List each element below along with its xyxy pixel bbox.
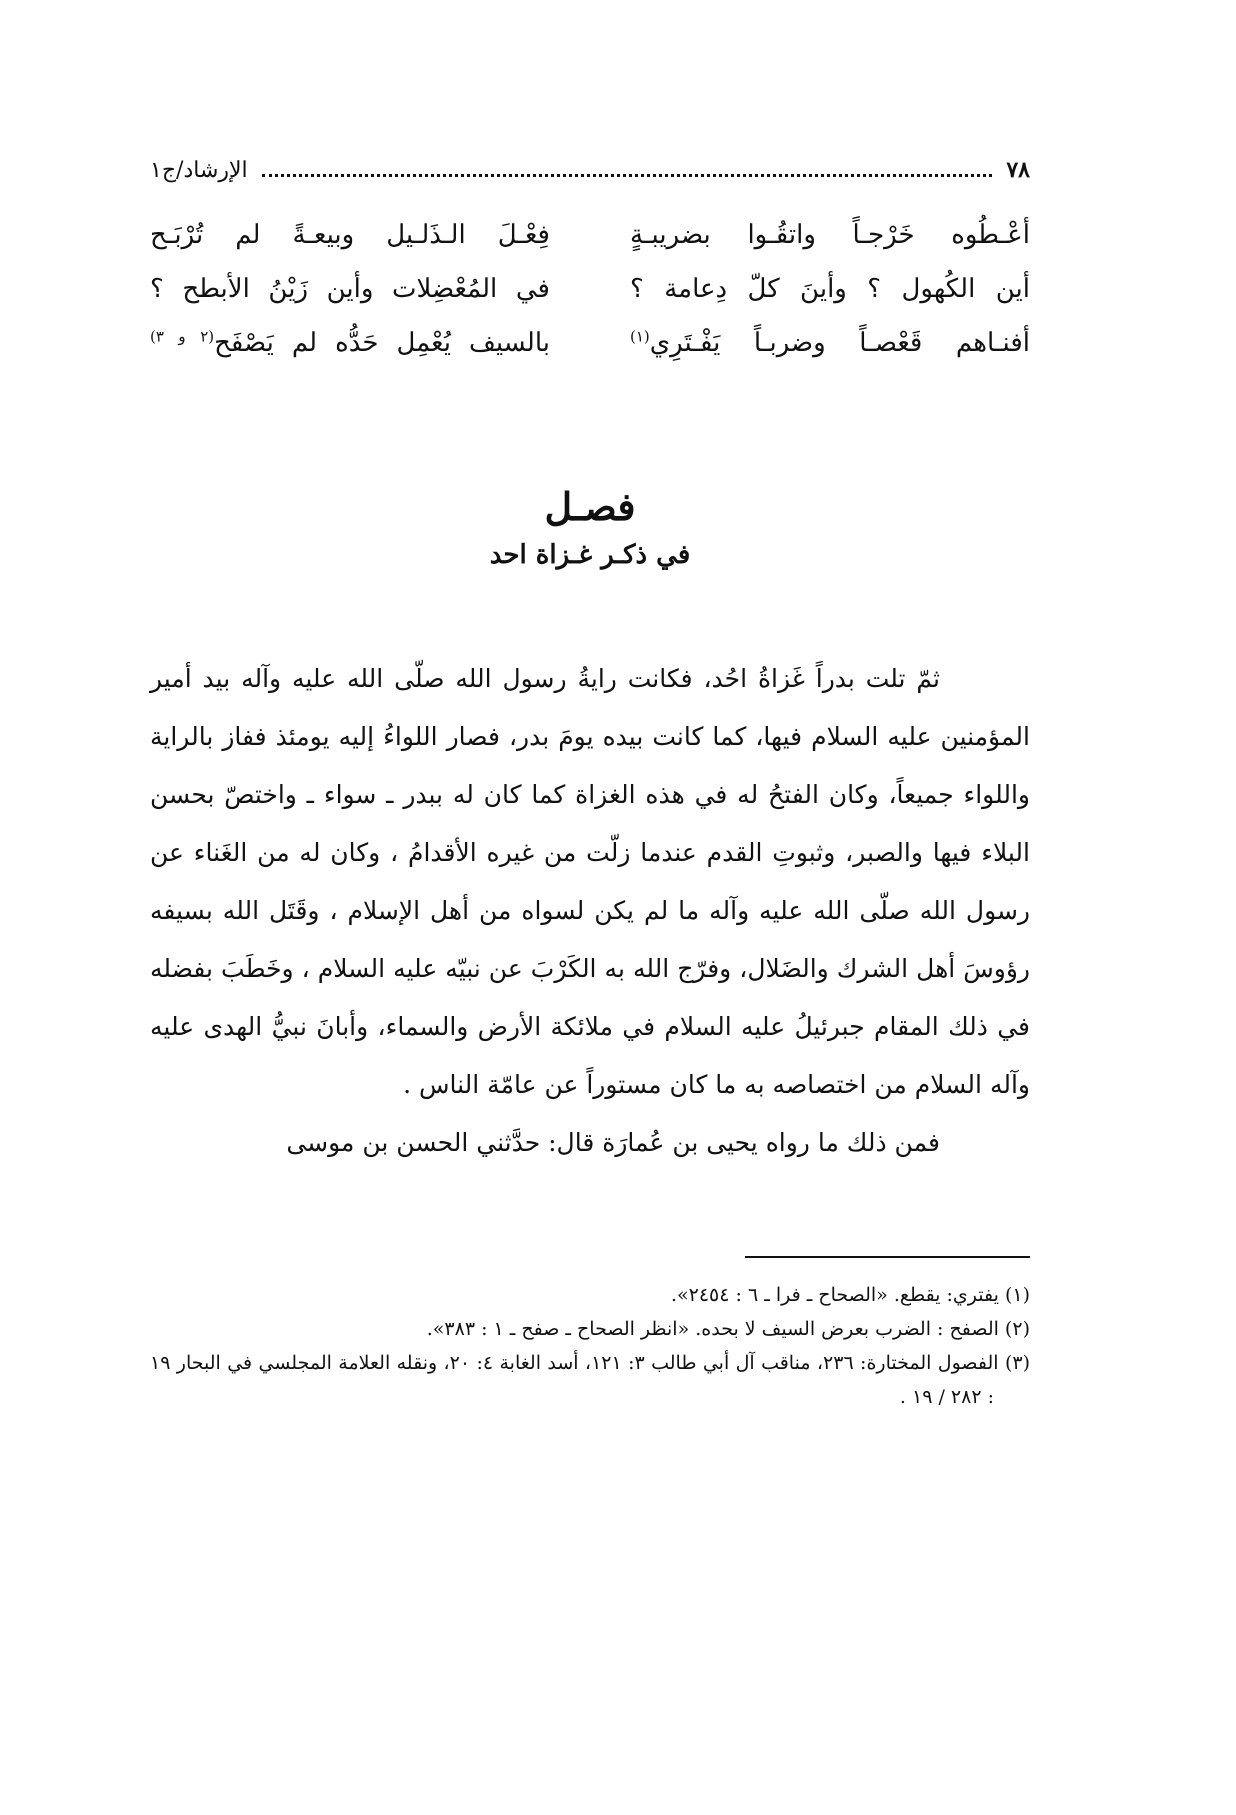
footnote: (٣) الفصول المختارة: ٢٣٦، مناقب آل أبي طالب ٣: ١٢١، أسد الغابة ٤: ٢٠، ونقله العلامة المجلسي في البحار ١٩ : ٢٨٢ / ١٩ . — [150, 1352, 1030, 1408]
poem-verse — [150, 262, 1030, 316]
poem-first-hemistich: أعْـطُوه خَرْجـاً واتقُـوا بضريبـةٍ — [630, 220, 1030, 250]
poem-hemistich-text: أفنـاهم قَعْصـاً وضربـاً يَفْـتَرِي — [649, 328, 1030, 358]
poem-verse — [150, 208, 1030, 262]
poem-first-hemistich — [630, 316, 1030, 370]
poem — [150, 208, 1030, 370]
poem-second-hemistich — [150, 316, 550, 370]
header-dot-leader — [262, 164, 993, 177]
book-title: الإرشاد/ج١ — [150, 157, 248, 183]
section-subtitle: في ذكـر غـزاة احد — [489, 540, 691, 570]
running-header — [150, 150, 1030, 190]
section-heading — [150, 480, 1030, 576]
footnote-marker: (٢ و ٣) — [150, 327, 215, 346]
footnote-separator — [745, 1256, 1030, 1258]
document-page — [150, 150, 1030, 1710]
footnote-marker: (١) — [630, 327, 650, 346]
footnote: (٢) الصفح : الضرب بعرض السيف لا بحده. «انظر الصحاح ـ صفح ـ ١ : ٣٨٣». — [426, 1318, 1030, 1340]
body-text — [150, 650, 1030, 1172]
footnote: (١) يفتري: يقطع. «الصحاح ـ فرا ـ ٦ : ٢٤٥٤». — [670, 1284, 1030, 1306]
paragraph: فمن ذلك ما رواه يحيى بن عُمارَة قال: حدَّثني الحسن بن موسى — [286, 1128, 940, 1157]
page-number: ٧٨ — [1006, 157, 1030, 183]
footnotes — [150, 1278, 1030, 1414]
poem-first-hemistich: أين الكُهول ؟ وأينَ كلّ دِعامة ؟ — [630, 274, 1030, 304]
poem-hemistich-text: بالسيف يُعْمِل حَدُّه لم يَصْفَح — [214, 328, 550, 358]
poem-second-hemistich: فِعْـلَ الـذَلـيل وبيعـةً لم تُرْبَـح — [150, 220, 550, 250]
poem-second-hemistich: في المُعْضِلات وأين زَيْنُ الأبطح ؟ — [150, 274, 550, 304]
poem-verse — [150, 316, 1030, 370]
paragraph: ثمّ تلت بدراً غَزاةُ احُد، فكانت رايةُ رسول الله صلّى الله عليه وآله بيد أمير المؤمنين عليه السلام فيها، كما كانت بيده يومَ بدر، فصار اللواءُ إليه يومئذ ففاز بالراية واللواء جميعاً، وكان الفتحُ له في هذه الغزاة كما كان له ببدر ـ سواء ـ واختصّ بحسن البلاء فيها والصبر، وثبوتِ القدم عندما زلّت من غيره الأقدامُ ، وكان له من الغَناء عن رسول الله صلّى الله عليه وآله ما لم يكن لسواه من أهل الإسلام ، وقَتَل الله بسيفه رؤوسَ أهل الشرك والضَلال، وفرّج الله به الكَرْبَ عن نبيّه عليه السلام ، وخَطَبَ بفضله في ذلك المقام جبرئيلُ عليه السلام في ملائكة الأرض والسماء، وأبانَ نبيُّ الهدى عليه وآله السلام من اختصاصه به ما كان مستوراً عن عامّة الناس . — [150, 664, 1031, 1099]
section-title: فصـل — [544, 484, 636, 529]
